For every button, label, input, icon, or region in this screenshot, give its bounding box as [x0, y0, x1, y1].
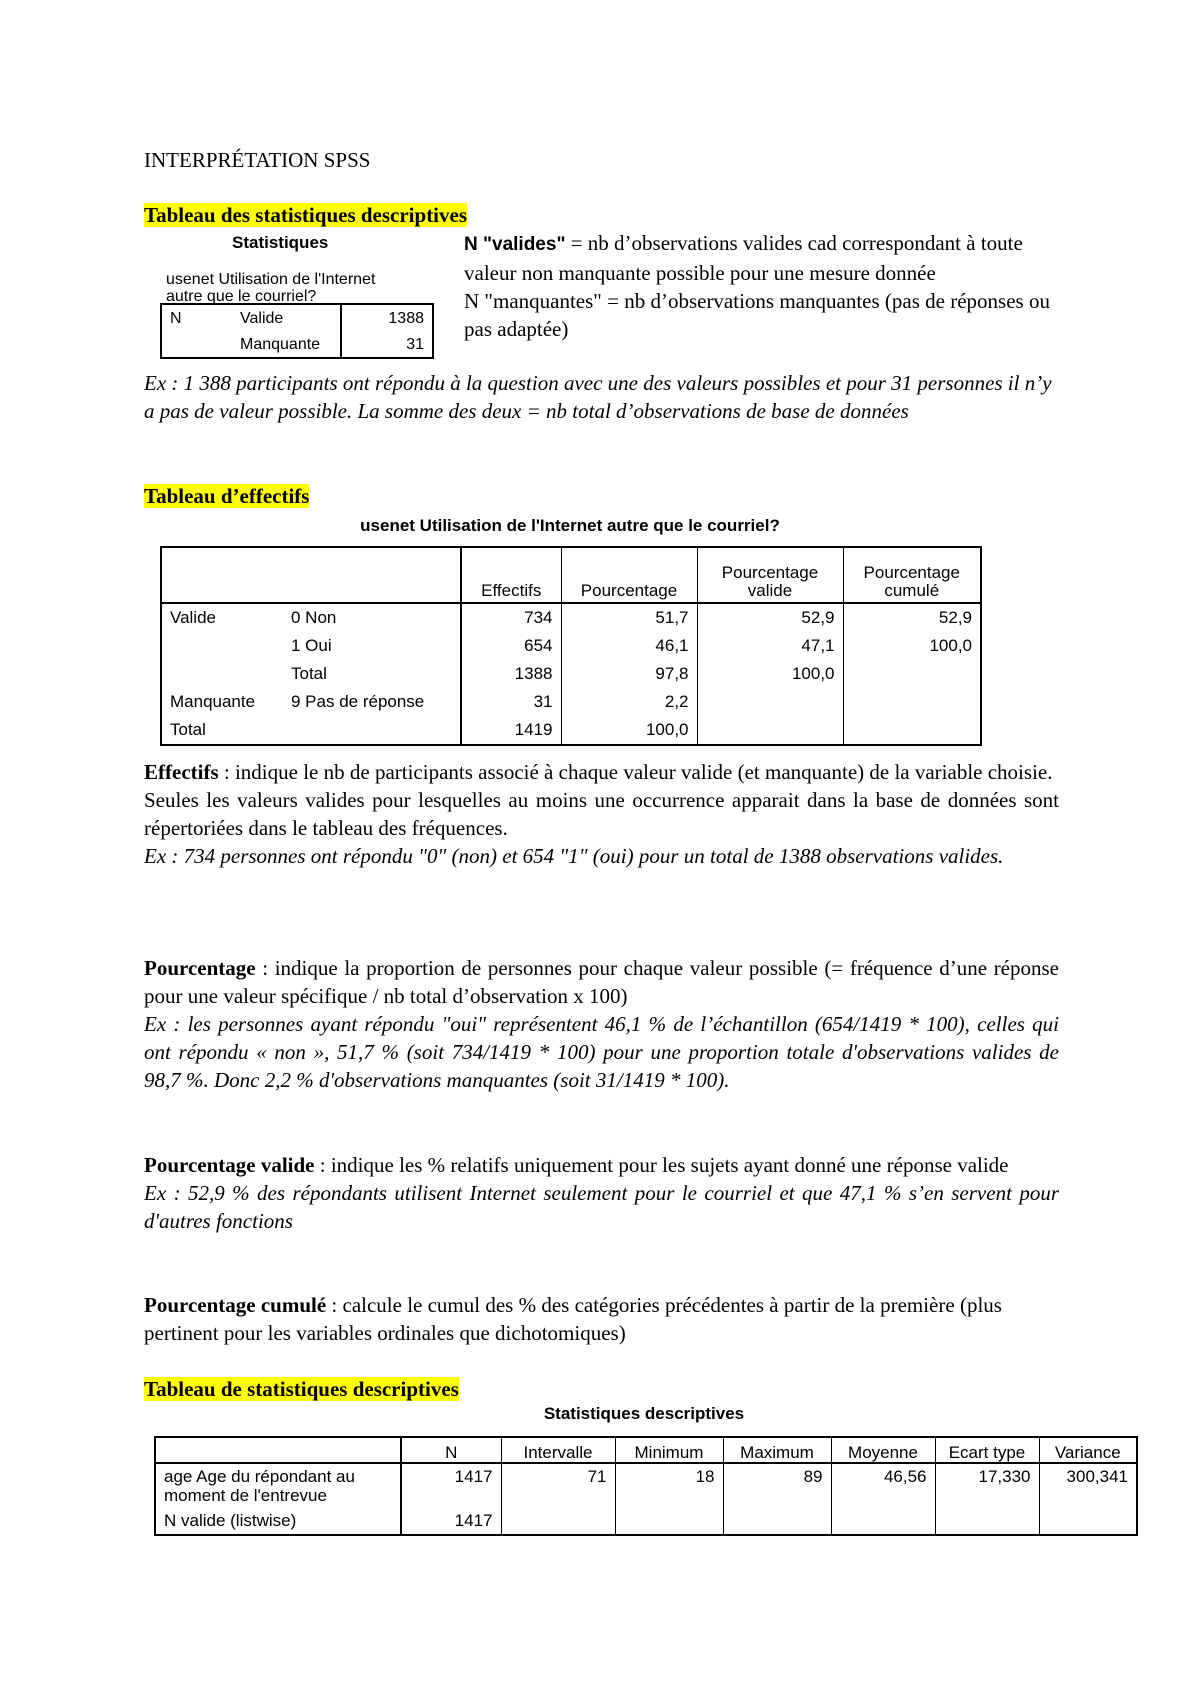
header-variance: Variance — [1054, 1443, 1121, 1462]
section1-heading: Tableau des statistiques descriptives — [144, 203, 468, 227]
statistiques-variable-label: usenet Utilisation de l'Internet autre que le courriel? — [166, 271, 376, 303]
table-row: age Age du répondant au moment de l'entrevue 1417 71 18 89 46,56 17,330 300,341 — [155, 1463, 1137, 1511]
header-minimum: Minimum — [615, 1437, 723, 1463]
pourcentage-explanation: Pourcentage : indique la proportion de personnes pour chaque valeur possible (= fréquence d’une réponse pour une valeur spécifique / nb total d’observation x 100) Ex : les personnes ayant répondu "oui" représentent 46,1 % de l’échantillon (654/1419 * 100), celles qui ont répondu « non », 51,7 % (soit 734/1419 * 100) pour une proportion totale d'observations valides de 98,7 %. Donc 2,2 % d'observations manquantes (soit 31/1419 * 100). — [144, 956, 1059, 1092]
stats-missing-value: 31 — [406, 336, 424, 353]
pourcentage-cumule-explanation: Pourcentage cumulé : calcule le cumul des % des catégories précédentes à partir de la première (plus pertinent pour les variables ordinales que dichotomiques) — [144, 1293, 1002, 1345]
valid-definition: = nb d’observations valides cad correspondant à toute valeur non manquante possible pour une mesure donnée — [464, 231, 1023, 285]
header-pourcentage-cumule: Pourcentage cumulé — [863, 563, 960, 600]
descriptive-stats-table — [154, 1436, 1138, 1536]
frequency-table-title: usenet Utilisation de l'Internet autre que le courriel? — [360, 516, 780, 535]
header-moyenne: Moyenne — [831, 1437, 935, 1463]
frequency-table — [160, 546, 982, 746]
section3-heading: Tableau de statistiques descriptives — [144, 1377, 459, 1401]
header-pourcentage-valide: Pourcentage valide — [697, 547, 843, 603]
header-n: N — [401, 1437, 501, 1463]
section1-example: Ex : 1 388 participants ont répondu à la question avec une des valeurs possibles et pour 31 personnes il n’y a pas de valeur possible. La somme des deux = nb total d’observations de base de données — [144, 371, 1052, 423]
pourcentage-valide-explanation: Pourcentage valide : indique les % relatifs uniquement pour les sujets ayant donné une réponse valide Ex : 52,9 % des répondants utilisent Internet seulement pour le courriel et que 47,1 % s’en servent pour d'autres fonctions — [144, 1153, 1059, 1233]
stats-row-valid: Valide — [240, 310, 284, 327]
header-effectifs: Effectifs — [461, 547, 561, 603]
statistiques-table-title: Statistiques — [232, 233, 329, 252]
section1-explanation — [464, 229, 1059, 343]
header-pourcentage: Pourcentage — [561, 547, 697, 603]
statistiques-table — [160, 303, 434, 359]
table-row: Valide 0 Non 734 51,7 52,9 52,9 — [161, 603, 981, 632]
header-maximum: Maximum — [723, 1437, 831, 1463]
header-ecart-type: Ecart type — [935, 1437, 1039, 1463]
missing-definition: N "manquantes" = nb d’observations manquantes (pas de réponses ou pas adaptée) — [464, 289, 1050, 341]
table-row: Manquante 9 Pas de réponse 31 2,2 — [161, 688, 981, 716]
descriptive-table-title: Statistiques descriptives — [543, 1404, 745, 1423]
valid-term: N "valides" — [464, 234, 566, 255]
header-intervalle: Intervalle — [501, 1437, 615, 1463]
table-row: 1 Oui 654 46,1 47,1 100,0 — [161, 632, 981, 660]
stats-row-n: N — [170, 310, 182, 327]
stats-valid-value: 1388 — [388, 310, 424, 327]
section2-heading: Tableau d’effectifs — [144, 484, 310, 508]
table-row: N valide (listwise) 1417 — [155, 1511, 1137, 1535]
table-row: Total 1419 100,0 — [161, 716, 981, 745]
table-row: Total 1388 97,8 100,0 — [161, 660, 981, 688]
stats-row-missing: Manquante — [240, 336, 321, 353]
document-title: INTERPRÉTATION SPSS — [144, 148, 371, 172]
effectifs-explanation: Effectifs : indique le nb de participants associé à chaque valeur valide (et manquante) de la variable choisie. Seules les valeurs valides pour lesquelles au moins une occurrence apparait dans la base de données sont répertoriées dans le tableau des fréquences. Ex : 734 personnes ont répondu "0" (non) et 654 "1" (oui) pour un total de 1388 observations valides. — [144, 760, 1059, 868]
